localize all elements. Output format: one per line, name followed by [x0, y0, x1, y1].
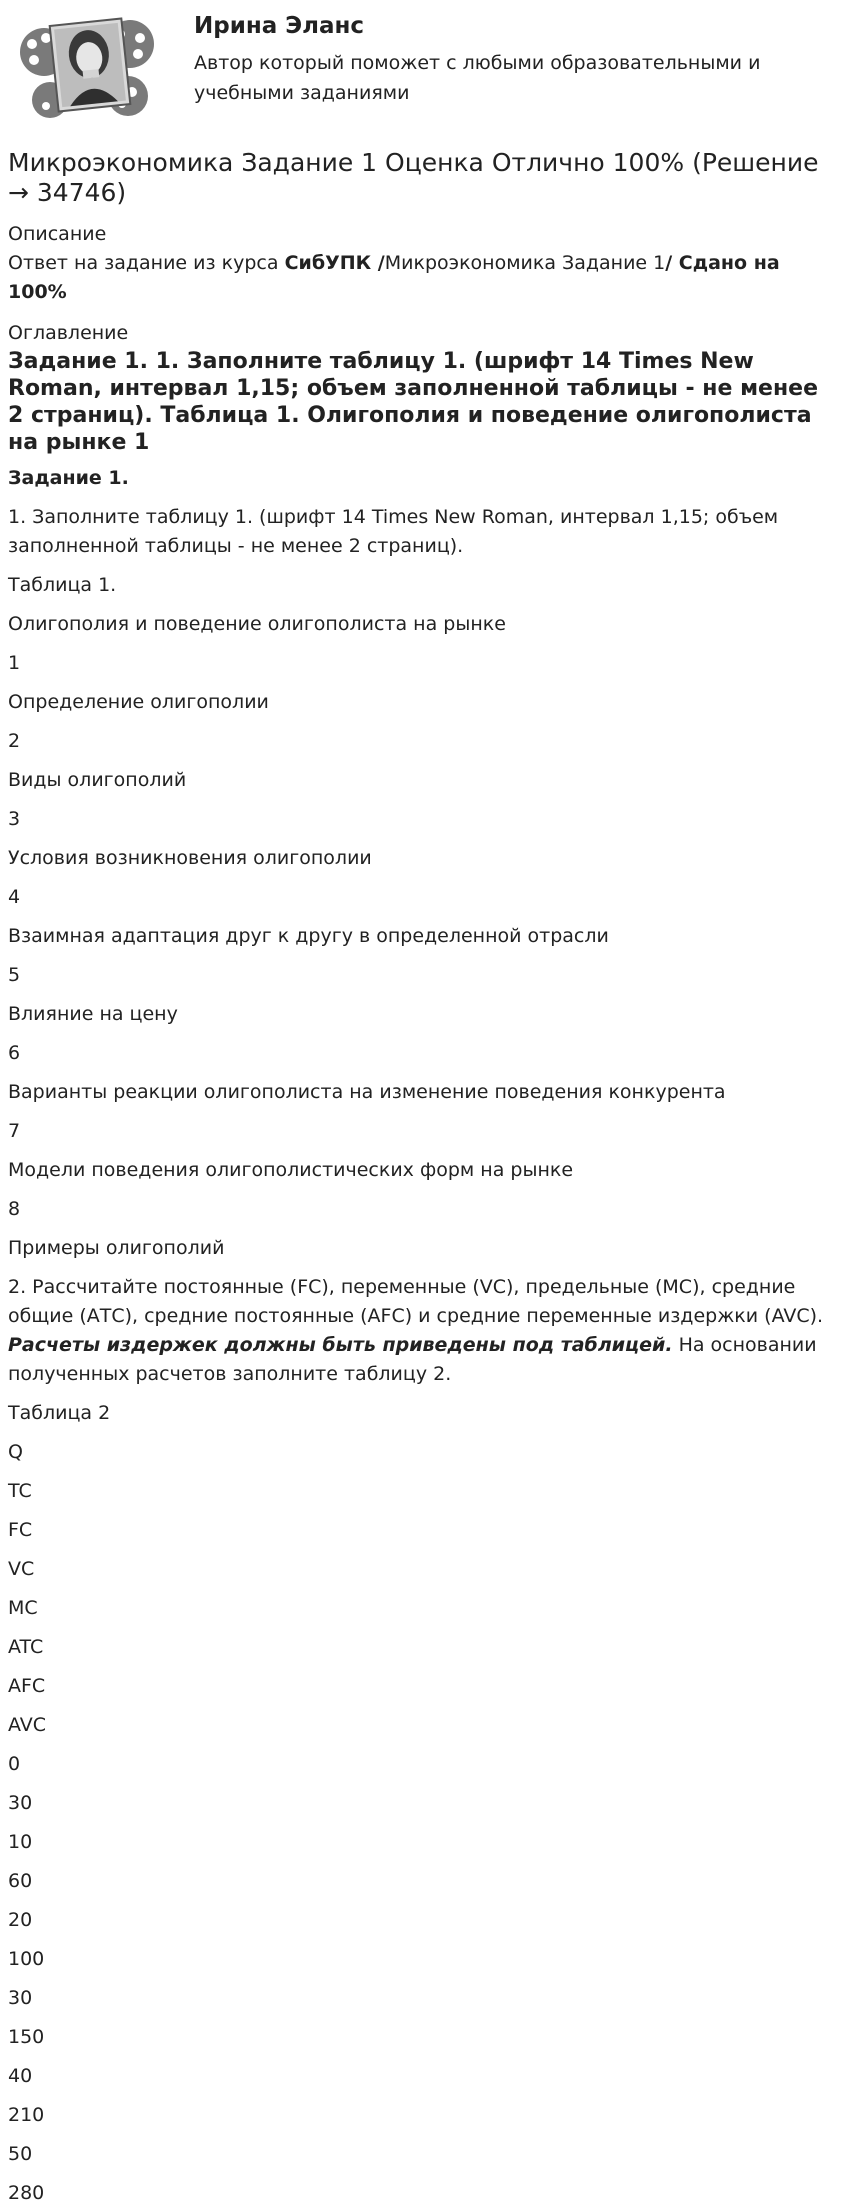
table2-header: AVC — [8, 1714, 47, 1736]
description-label: Описание — [8, 223, 107, 245]
table2-cell: 100 — [8, 1948, 45, 1970]
author-name[interactable]: Ирина Эланс — [194, 13, 365, 39]
author-avatar[interactable] — [16, 8, 158, 126]
task2-text-start: 2. Рассчитайте постоянные (FC), переменные (VC), предельные (MC), средние общие (АТС), средние постоянные (AFC) и средние переменные издержки (AVC). — [8, 1276, 824, 1327]
task2-text-end: На основании полученных расчетов заполните таблицу 2. — [8, 1334, 817, 1385]
table1-caption: Олигополия и поведение олигополиста на рынке — [8, 613, 506, 635]
table1-row-text: Взаимная адаптация друг к другу в определенной отрасли — [8, 925, 609, 947]
table1-row-text: Определение олигополии — [8, 691, 269, 713]
table1-row-num: 1 — [8, 652, 21, 674]
description-part2: / — [371, 252, 385, 274]
toc-label: Оглавление — [8, 322, 129, 344]
table1-row-num: 7 — [8, 1120, 21, 1142]
description-status: / Сдано на 100% — [8, 252, 780, 303]
task1-text: 1. Заполните таблицу 1. (шрифт 14 Times New Roman, интервал 1,15; объем заполненной таблицы - не менее 2 страниц). — [8, 506, 779, 557]
description-course: СибУПК — [284, 252, 372, 274]
task2-text-emphasis: Расчеты издержек должны быть приведены под таблицей. — [8, 1334, 673, 1356]
table2-cell: 210 — [8, 2104, 45, 2126]
table2-cell: 20 — [8, 1909, 33, 1931]
table2-cell: 30 — [8, 1792, 33, 1814]
table2-header: FC — [8, 1519, 33, 1541]
table1-row-num: 8 — [8, 1198, 21, 1220]
table1-row-num: 4 — [8, 886, 21, 908]
table2-header: AFC — [8, 1675, 46, 1697]
table2-cell: 40 — [8, 2065, 33, 2087]
table2-label: Таблица 2 — [8, 1402, 111, 1424]
table2-cell: 60 — [8, 1870, 33, 1892]
table1-row-text: Варианты реакции олигополиста на изменение поведения конкурента — [8, 1081, 726, 1103]
toc-heading: Задание 1. 1. Заполните таблицу 1. (шрифт 14 Times New Roman, интервал 1,15; объем заполненной таблицы - не менее 2 страниц). Таблица 1. Олигополия и поведение олигополиста на рынке 1 — [8, 349, 819, 455]
description-part3: Микроэкономика Задание 1 — [384, 252, 666, 274]
page-title: Микроэкономика Задание 1 Оценка Отлично 100% (Решение → 34746) — [8, 148, 819, 207]
table1-row-text: Примеры олигополий — [8, 1237, 225, 1259]
table1-row-num: 2 — [8, 730, 21, 752]
description-text — [8, 249, 839, 307]
table2-cell: 10 — [8, 1831, 33, 1853]
table2-header: Q — [8, 1441, 23, 1463]
task2-text — [8, 1273, 839, 1389]
author-description: Автор который поможет с любыми образовательными и учебными заданиями — [194, 52, 761, 104]
table1-row-text: Влияние на цену — [8, 1003, 178, 1025]
table2-header: TC — [8, 1480, 32, 1502]
author-card — [8, 0, 839, 140]
table2-cell: 280 — [8, 2182, 45, 2204]
table1-label: Таблица 1. — [8, 574, 117, 596]
table2-header: VC — [8, 1558, 35, 1580]
table1-row-text: Условия возникновения олигополии — [8, 847, 372, 869]
table2-cell: 30 — [8, 1987, 33, 2009]
table1-row-text: Модели поведения олигополистических форм на рынке — [8, 1159, 574, 1181]
task-heading: Задание 1. — [8, 467, 129, 489]
table2-cell: 150 — [8, 2026, 45, 2048]
table2-cell: 50 — [8, 2143, 33, 2165]
table1-row-num: 6 — [8, 1042, 21, 1064]
table2-header: MC — [8, 1597, 38, 1619]
table1-row-text: Виды олигополий — [8, 769, 187, 791]
table1-row-num: 3 — [8, 808, 21, 830]
table2-header: ATC — [8, 1636, 44, 1658]
table2-cell: 0 — [8, 1753, 21, 1775]
description-part1: Ответ на задание из курса — [8, 252, 285, 274]
table1-row-num: 5 — [8, 964, 21, 986]
